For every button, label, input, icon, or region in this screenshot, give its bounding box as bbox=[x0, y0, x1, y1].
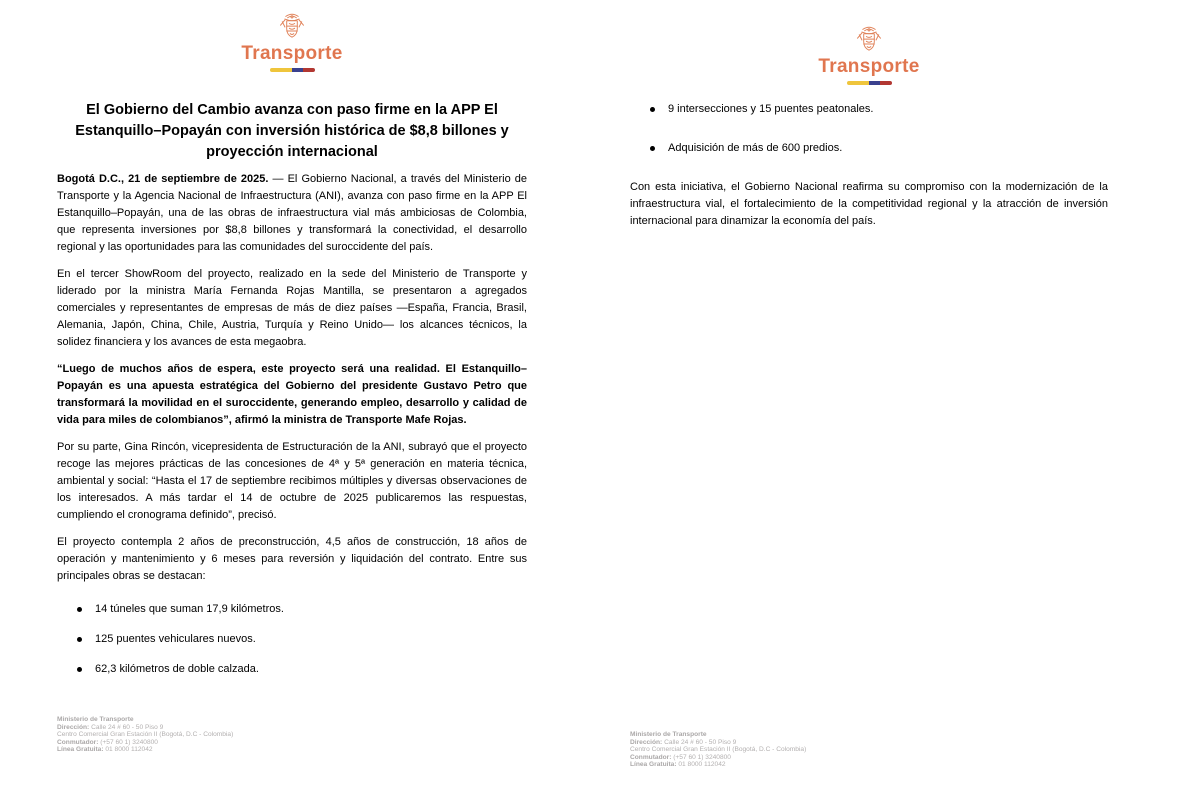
flag-yellow-segment bbox=[847, 81, 870, 85]
footer-address-value: Calle 24 # 60 - 50 Piso 9 bbox=[664, 738, 737, 746]
press-release-title: El Gobierno del Cambio avanza con paso firme en la APP El Estanquillo–Popayán con inversión histórica de $8,8 billones y proyección internacional bbox=[75, 102, 509, 160]
footer-tollfree-value: 01 8000 112042 bbox=[678, 761, 726, 769]
footer-tollfree-line bbox=[57, 746, 233, 754]
footer-phone-line bbox=[57, 739, 233, 747]
footer-address-line bbox=[630, 739, 806, 747]
main-works-list bbox=[57, 601, 527, 678]
paragraph-showroom: En el tercer ShowRoom del proyecto, realizado en la sede del Ministerio de Transporte y liderado por la ministra María Fernanda Rojas Mantilla, se presentaron a agregados comerciales y representantes de empresas de más de diez países —España, Francia, Brasil, Alemania, Japón, China, Chile, Austria, Turquía y Reino Unido— los alcances técnicos, la solidez financiera y los avances de esta megaobra. bbox=[57, 268, 527, 348]
footer-address-line2: Centro Comercial Gran Estación II (Bogotá, D.C - Colombia) bbox=[57, 731, 234, 739]
flag-red-segment bbox=[880, 81, 891, 85]
footer-phone-value: (+57 60 1) 3240800 bbox=[673, 753, 731, 761]
ministry-logo bbox=[57, 0, 527, 72]
footer-phone-label: Conmutador: bbox=[630, 753, 672, 761]
footer-phone-label: Conmutador: bbox=[57, 738, 99, 746]
list-item-land-acquisition: Adquisición de más de 600 predios. bbox=[630, 140, 1108, 157]
footer-address-line2: Centro Comercial Gran Estación II (Bogotá, D.C - Colombia) bbox=[630, 746, 807, 754]
colombia-flag-bar bbox=[847, 81, 892, 85]
logo-wordmark: Transporte bbox=[818, 56, 920, 77]
list-item-bridges: 125 puentes vehiculares nuevos. bbox=[57, 631, 527, 648]
footer-address-value: Calle 24 # 60 - 50 Piso 9 bbox=[91, 723, 164, 731]
flag-blue-segment bbox=[869, 81, 880, 85]
flag-blue-segment bbox=[292, 68, 303, 72]
footer-org-name: Ministerio de Transporte bbox=[630, 731, 707, 738]
page-2 bbox=[630, 0, 1108, 805]
footer-address-label: Dirección: bbox=[57, 723, 90, 731]
footer-address-label: Dirección: bbox=[630, 738, 663, 746]
page-1 bbox=[57, 0, 527, 805]
coat-of-arms-icon bbox=[853, 25, 885, 55]
paragraph-project-phases: El proyecto contempla 2 años de preconstrucción, 4,5 años de construcción, 18 años de operación y mantenimiento y 6 meses para reversión y liquidación del contrato. Entre sus principales obras se destacan: bbox=[57, 536, 527, 582]
footer-tollfree-label: Línea Gratuita: bbox=[57, 746, 104, 754]
footer-phone-value: (+57 60 1) 3240800 bbox=[100, 738, 158, 746]
paragraph-closing: Con esta iniciativa, el Gobierno Nacional reafirma su compromiso con la modernización de la infraestructura vial, el fortalecimiento de la competitividad regional y la atracción de inversión internacional para dinamizar la economía del país. bbox=[630, 181, 1108, 227]
dateline-text: Bogotá D.C., 21 de septiembre de 2025. bbox=[57, 173, 269, 185]
page1-footer bbox=[57, 716, 233, 754]
paragraph-dateline bbox=[57, 171, 527, 256]
flag-red-segment bbox=[303, 68, 314, 72]
list-item-tunnels: 14 túneles que suman 17,9 kilómetros. bbox=[57, 601, 527, 618]
paragraph-ani-quote: Por su parte, Gina Rincón, vicepresidenta de Estructuración de la ANI, subrayó que el proyecto recoge las mejores prácticas de las concesiones de 4ª y 5ª generación en materia técnica, ambiental y social: “Hasta el 17 de septiembre recibimos múltiples y diversas observaciones de los interesados. A más tardar el 14 de octubre de 2025 publicaremos las respuestas, cumpliendo el cronograma definido”, precisó. bbox=[57, 441, 527, 521]
paragraph-minister-quote: “Luego de muchos años de espera, este proyecto será una realidad. El Estanquillo–Popayán es una apuesta estratégica del Gobierno del presidente Gustavo Petro que transformará la movilidad en el suroccidente, generando empleo, desarrollo y calidad de vida para miles de colombianos”, afirmó la ministra de Transporte Mafe Rojas. bbox=[57, 363, 527, 426]
main-works-list-continued bbox=[630, 101, 1108, 157]
logo-wordmark: Transporte bbox=[241, 43, 343, 64]
flag-yellow-segment bbox=[270, 68, 293, 72]
page2-footer bbox=[630, 731, 806, 769]
colombia-flag-bar bbox=[270, 68, 315, 72]
ministry-logo bbox=[630, 0, 1108, 85]
footer-tollfree-label: Línea Gratuita: bbox=[630, 761, 677, 769]
footer-org-name: Ministerio de Transporte bbox=[57, 716, 134, 723]
footer-address-line bbox=[57, 724, 233, 732]
footer-tollfree-line bbox=[630, 761, 806, 769]
footer-tollfree-value: 01 8000 112042 bbox=[105, 746, 153, 754]
list-item-dual-carriageway: 62,3 kilómetros de doble calzada. bbox=[57, 661, 527, 678]
list-item-intersections: 9 intersecciones y 15 puentes peatonales. bbox=[630, 101, 1108, 118]
footer-phone-line bbox=[630, 754, 806, 762]
paragraph-dateline-body: — El Gobierno Nacional, a través del Ministerio de Transporte y la Agencia Nacional de Infraestructura (ANI), avanza con paso firme en la APP El Estanquillo–Popayán, una de las obras de infraestructura vial más ambiciosas de Colombia, que representa inversiones por $8,8 billones y transformará la conectividad, el desarrollo regional y las oportunidades para las comunidades del suroccidente del país. bbox=[57, 173, 527, 253]
coat-of-arms-icon bbox=[276, 12, 308, 42]
